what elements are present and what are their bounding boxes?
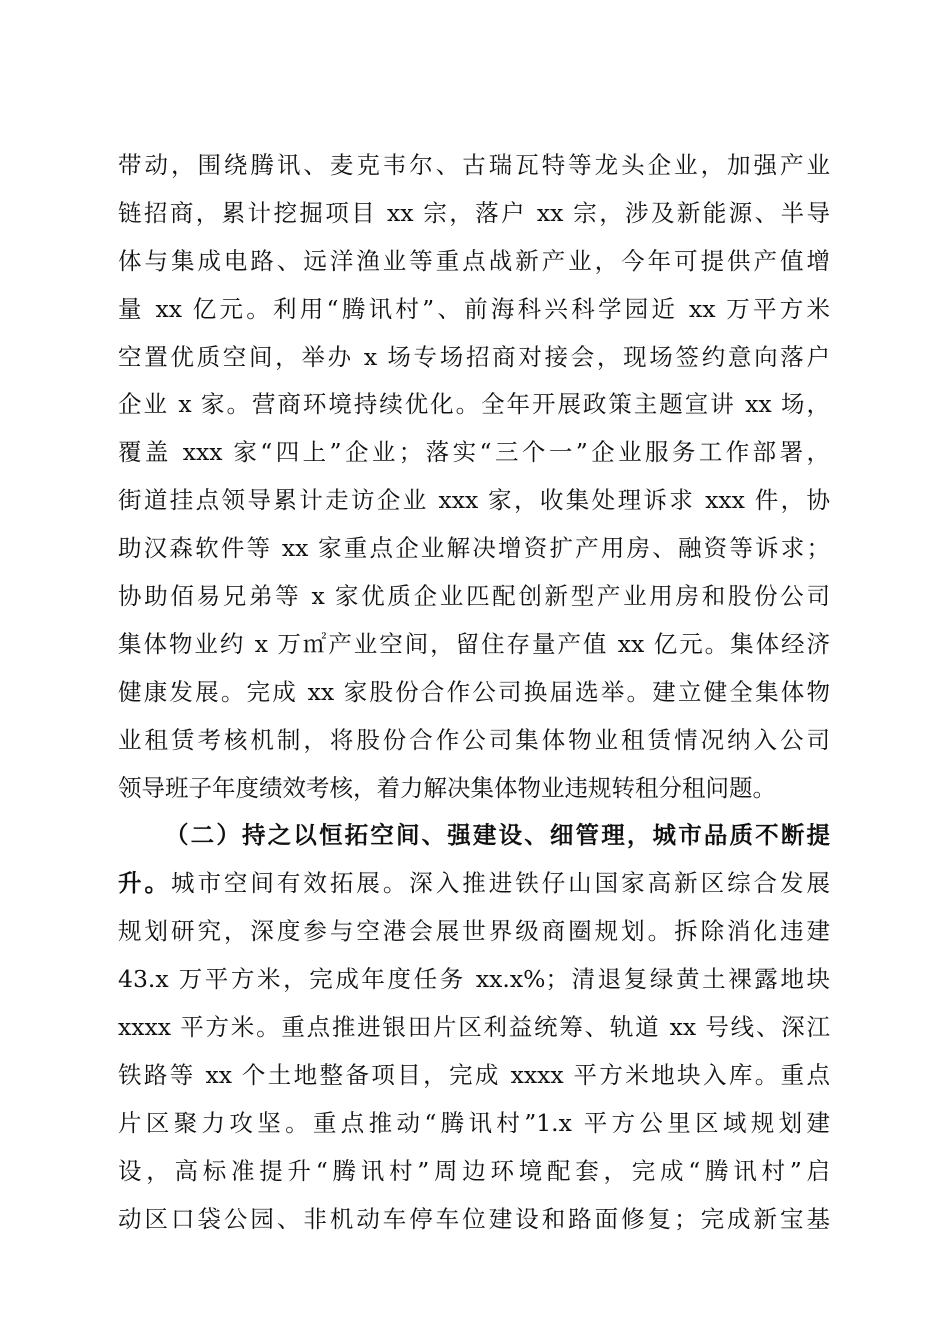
text-line [118,860,830,908]
section-heading-end: 升。 [118,869,171,898]
text-line: 街道挂点领导累计走访企业 xxx 家，收集处理诉求 xxx 件，协 [118,486,830,515]
text-line: 助汉森软件等 xx 家重点企业解决增资扩产用房、融资等诉求； [118,534,830,563]
text-line: 体与集成电路、远洋渔业等重点战新产业，今年可提供产值增 [118,246,830,275]
text-line: 健康发展。完成 xx 家股份合作公司换届选举。建立健全集体物 [118,677,830,706]
text-segment: 城市空间有效拓展。深入推进铁仔山国家高新区综合发展 [170,869,831,898]
text-line: 片区聚力攻坚。重点推动“腾讯村”1.x 平方公里区域规划建 [118,1108,830,1137]
text-line: 规划研究，深度参与空港会展世界级商圈规划。拆除消化违建 [118,917,830,946]
text-line: 企业 x 家。营商环境持续优化。全年开展政策主题宣讲 xx 场， [118,390,830,419]
text-line: 量 xx 亿元。利用“腾讯村”、前海科兴科学园近 xx 万平方米 [118,294,830,323]
body-text [118,142,830,1243]
text-line: 业租赁考核机制，将股份合作公司集体物业租赁情况纳入公司 [118,725,830,754]
text-line: 空置优质空间，举办 x 场专场招商对接会，现场签约意向落户 [118,342,830,371]
text-line: 动区口袋公园、非机动车停车位建设和路面修复；完成新宝基 [118,1204,830,1233]
text-line: 设，高标准提升“腾讯村”周边环境配套，完成“腾讯村”启 [118,1156,830,1185]
text-line: 领导班子年度绩效考核，着力解决集体物业违规转租分租问题。 [118,773,776,802]
text-line: 覆盖 xxx 家“四上”企业；落实“三个一”企业服务工作部署， [118,438,830,467]
text-line: xxxx 平方米。重点推进银田片区利益统筹、轨道 xx 号线、深江 [118,1013,830,1042]
section-heading-line: （二）持之以恒拓空间、强建设、细管理，城市品质不断提 [165,821,830,850]
text-line: 43.x 万平方米，完成年度任务 xx.x%；清退复绿黄土裸露地块 [118,965,830,994]
text-line: 集体物业约 x 万㎡产业空间，留住存量产值 xx 亿元。集体经济 [118,629,830,658]
text-line: 链招商，累计挖掘项目 xx 宗，落户 xx 宗，涉及新能源、半导 [118,198,830,227]
text-line: 带动，围绕腾讯、麦克韦尔、古瑞瓦特等龙头企业，加强产业 [118,151,830,179]
text-line: 铁路等 xx 个土地整备项目，完成 xxxx 平方米地块入库。重点 [118,1060,830,1089]
text-line: 协助佰易兄弟等 x 家优质企业匹配创新型产业用房和股份公司 [118,582,830,611]
